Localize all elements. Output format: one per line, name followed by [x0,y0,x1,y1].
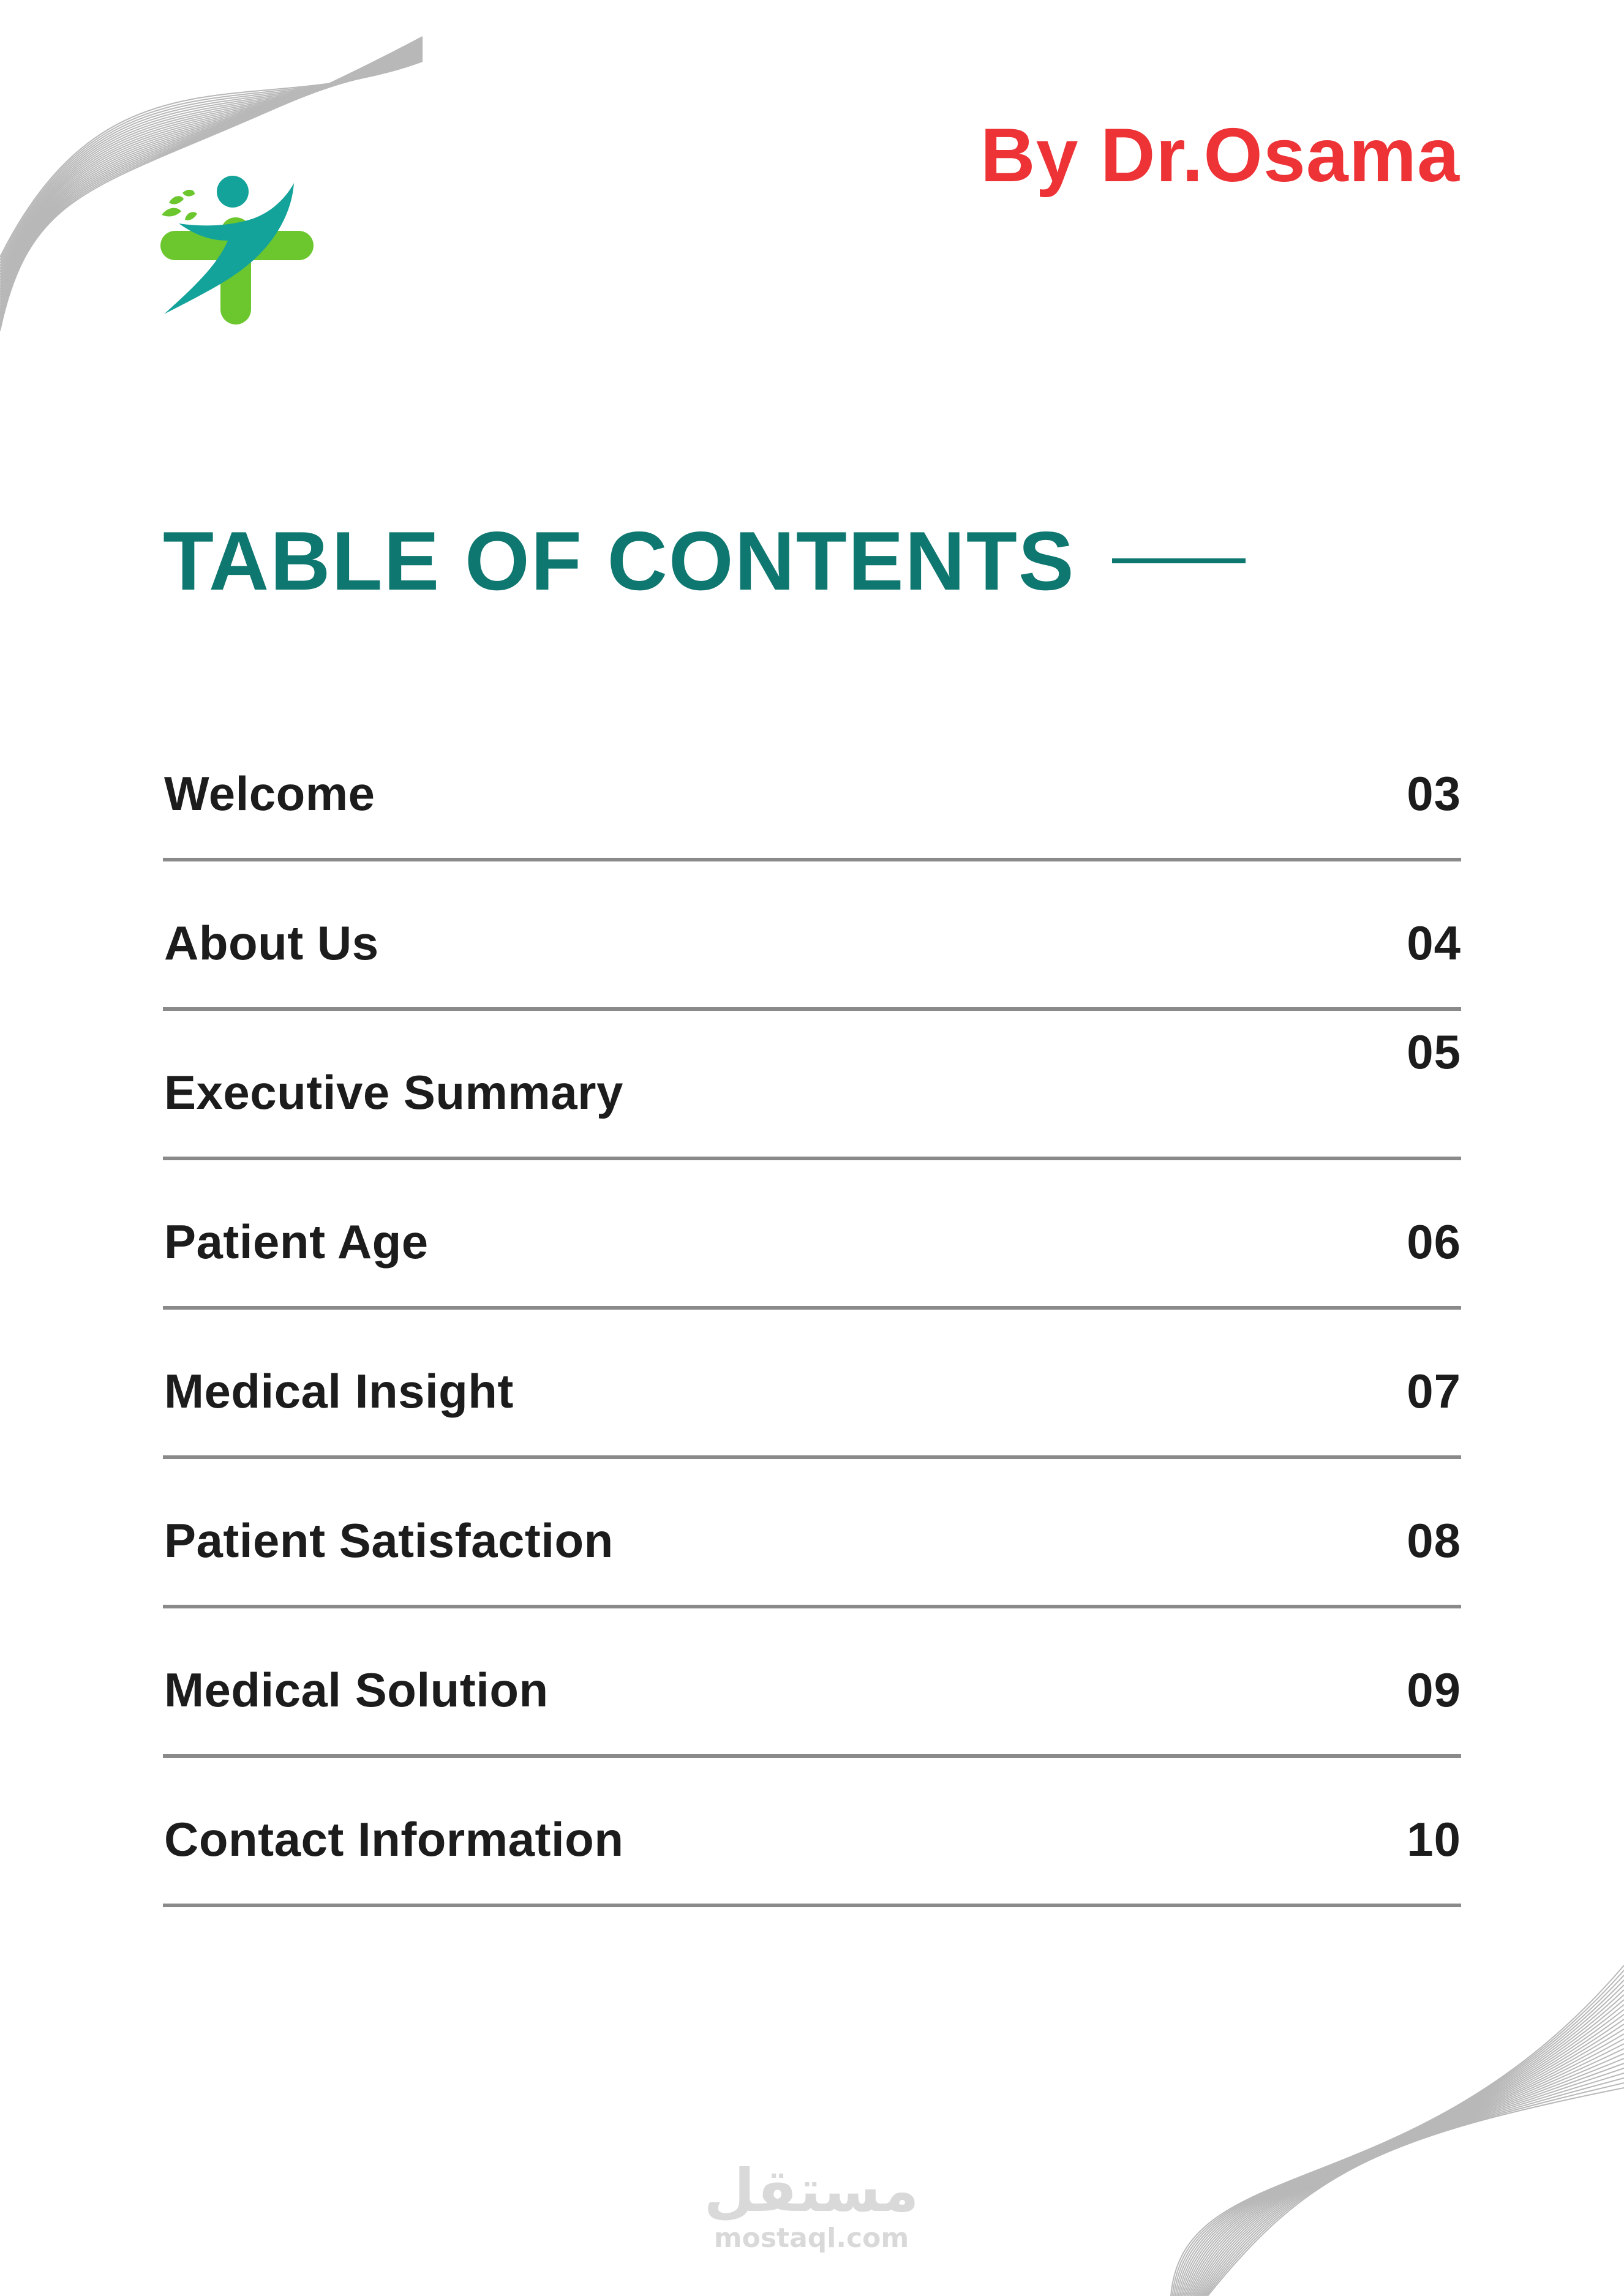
wave-line [1178,1990,1624,2296]
toc-label: Executive Summary [164,1065,623,1119]
wave-line [1199,2058,1624,2296]
table-of-contents [163,712,1461,1907]
toc-row-executive-summary[interactable] [163,1011,1461,1160]
wave-line [1205,2078,1624,2296]
logo-leaf [169,196,184,204]
wave-line [1179,1995,1624,2296]
wave-line [1175,1980,1624,2296]
wave-line [1182,2005,1624,2296]
mostaql-watermark [680,2156,943,2254]
wave-line [1186,2014,1624,2296]
toc-row-welcome[interactable] [163,712,1461,861]
wave-line [1192,2034,1624,2296]
page-title: TABLE OF CONTENTS [163,514,1075,607]
wave-line [1171,1965,1624,2296]
toc-page-number: 09 [1407,1663,1461,1717]
toc-label: Patient Age [164,1215,429,1269]
wave-line [1181,2000,1624,2296]
toc-label: About Us [164,916,379,970]
wave-line [1189,2024,1624,2296]
toc-label: Medical Insight [164,1364,514,1418]
wave-line [1177,1985,1624,2296]
toc-page-number: 04 [1407,916,1461,970]
toc-label: Contact Information [164,1812,624,1866]
title-underline-dash [1112,558,1246,563]
toc-label: Medical Solution [164,1663,549,1717]
wave-lines-decoration-bottom-right [1159,1916,1624,2296]
toc-row-about-us[interactable] [163,861,1461,1011]
wave-line [1196,2049,1624,2296]
logo-leaf [182,190,195,197]
toc-row-contact-information[interactable] [163,1758,1461,1907]
logo-leaf [185,212,197,220]
wave-line [1206,2083,1624,2296]
logo-figure-head [217,176,249,208]
toc-page-number: 08 [1407,1514,1461,1567]
toc-row-patient-satisfaction[interactable] [163,1459,1461,1608]
wave-line [1172,1970,1624,2296]
medical-cross-figure-logo [160,174,317,325]
toc-page-number: 06 [1407,1215,1461,1269]
logo-leaf [162,208,181,217]
toc-row-medical-solution[interactable] [163,1608,1461,1758]
watermark-arabic: مستقل [704,2156,919,2225]
wave-line [1203,2073,1624,2296]
toc-row-medical-insight[interactable] [163,1310,1461,1459]
wave-line [1194,2044,1624,2296]
toc-page-number: 10 [1407,1812,1461,1866]
wave-line [1208,2088,1624,2296]
author-heading: By Dr.Osama [980,113,1460,198]
toc-page-number: 05 [1407,1025,1461,1079]
toc-label: Patient Satisfaction [164,1514,614,1567]
wave-line [1184,2009,1624,2296]
watermark-latin: mostaql.com [713,2223,909,2254]
wave-line [1197,2054,1624,2296]
toc-label: Welcome [164,767,375,820]
wave-line [1201,2068,1624,2296]
wave-line [1200,2063,1624,2296]
wave-line [1190,2029,1624,2296]
title-row [163,514,1246,607]
wave-line [1193,2039,1624,2296]
wave-line [1187,2019,1624,2296]
toc-page-number: 03 [1407,767,1461,820]
toc-page-number: 07 [1407,1364,1461,1418]
wave-line [1174,1975,1624,2296]
toc-row-patient-age[interactable] [163,1160,1461,1310]
